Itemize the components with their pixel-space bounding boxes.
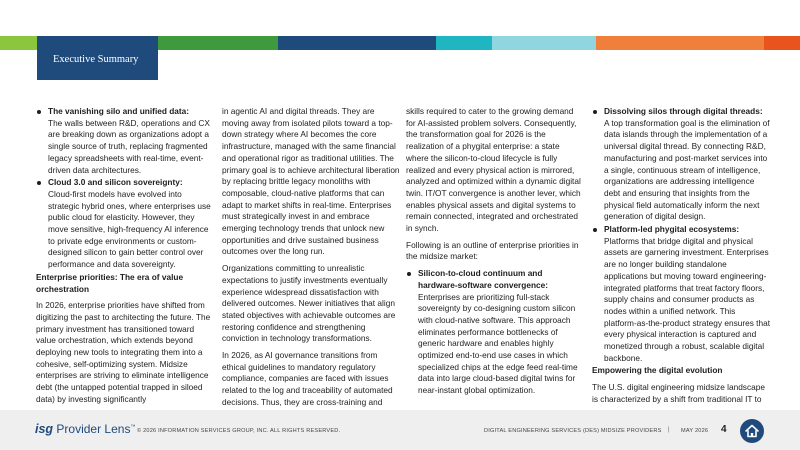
- bullet-heading: Dissolving silos through digital threads:: [604, 106, 763, 116]
- body-columns: [0, 106, 800, 406]
- logo-trademark: ™: [130, 424, 136, 430]
- bullet-heading: The vanishing silo and unified data:: [48, 106, 190, 116]
- color-bar-segment: [278, 36, 436, 50]
- bullet-heading: Cloud 3.0 and silicon sovereignty:: [48, 177, 183, 188]
- bullet-icon: [407, 272, 411, 276]
- paragraph: skills required to cater to the growing demand for AI-assisted problem solvers. Consequently, the transformation goal for 2026 is the realization of a phygital enterprise: a state where the silicon-to-cloud lifecycle is fully realized and every physical action is mirrored, analyzed and optimized within a dynamic digital twin. IT/OT convergence is another lever, which enables physical assets and digital systems to remain connected, integrated and orchestrated in synch.: [406, 106, 581, 234]
- paragraph: Following is an outline of enterprise priorities in the midsize market:: [406, 239, 579, 262]
- logo-provider-lens-text: Provider Lens: [56, 422, 131, 436]
- color-bar-segment: [0, 36, 37, 50]
- bullet-icon: [37, 181, 41, 185]
- color-bar-segment: [158, 36, 278, 50]
- list-item: [406, 268, 584, 397]
- copyright-text: © 2026 INFORMATION SERVICES GROUP, INC. ALL RIGHTS RESERVED.: [137, 428, 341, 434]
- section-heading: Empowering the digital evolution: [592, 365, 723, 376]
- bullet-heading: Platform-led phygital ecosystems:: [604, 224, 740, 235]
- page-number: 4: [721, 424, 727, 435]
- paragraph: in agentic AI and digital threads. They are moving away from isolated pilots toward a top-down strategy where AI becomes the core infrastructure, managed with the same financial and operational rigor as traditional utilities. The primary goal is to achieve architectural liberation by replacing brittle legacy monoliths with composable, cloud-native platforms that can adapt to market shifts in real-time. Enterprises must strategically invest in and embrace emerging technology trends that unlock new opportunities and drive sustained business outcomes over the long run.: [222, 106, 400, 257]
- column-1: [36, 106, 214, 411]
- column-4: [592, 106, 770, 411]
- list-item: [36, 177, 214, 271]
- publication-date: MAY 2026: [681, 428, 709, 434]
- color-bar-segment: [436, 36, 492, 50]
- footer-separator: |: [668, 427, 670, 433]
- bullet-body: The walls between R&D, operations and CX are breaking down as organizations adopt a single source of truth, replacing fragmented legacy spreadsheets with real-time, event-driven data architectures.: [48, 117, 210, 175]
- bullet-icon: [593, 110, 597, 114]
- color-bar-segment: [492, 36, 596, 50]
- footer: [0, 410, 800, 450]
- list-item: [36, 106, 214, 176]
- bullet-icon: [37, 110, 41, 114]
- paragraph: The U.S. digital engineering midsize landscape is characterized by a shift from traditional IT to: [592, 382, 765, 404]
- column-2: [222, 106, 400, 425]
- color-bar-segment: [764, 36, 800, 50]
- home-button[interactable]: [740, 419, 764, 443]
- bullet-body: Enterprises are prioritizing full-stack sovereignty by co-designing custom silicon with cloud-native software. This approach eliminates performance bottlenecks of generic hardware and enables highly optimized end-to-end use cases in which specialized chips at the edge feed real-time data into large cloud-based digital twins for near-instant global optimization.: [418, 291, 578, 396]
- column-3: [406, 106, 584, 398]
- paragraph: In 2026, as AI governance transitions from ethical guidelines to mandatory regulatory compliance, companies are faced with issues related to the log and traceability of automated decisions. Thus, they are cross-training and: [222, 350, 393, 407]
- color-bar-segment: [596, 36, 764, 50]
- paragraph: In 2026, enterprise priorities have shifted from digitizing the past to architecting the future. The primary investment has transitioned toward value orchestration, which extends beyond deploying new tools to integrating them into a cohesive, self-optimizing system. Midsize enterprises are striving to eliminate intelligence debt (the untapped potential trapped in siloed data) by investing significantly: [36, 300, 211, 404]
- paragraph: Organizations committing to unrealistic expectations to justify investments eventually experience widespread dissatisfaction with delivered outcomes. Newer initiatives that align stated objectives with achievable outcomes are restoring confidence and strengthening conviction in technology transformations.: [222, 263, 396, 344]
- section-heading: Enterprise priorities: The era of value orchestration: [36, 271, 184, 294]
- bullet-body: A top transformation goal is the elimination of data islands through the implementation of a universal digital thread. By connecting R&D, manufacturing and post-market services into a single, continuous stream of intelligence, organizations are addressing intelligence debt and ensuring that insights from the physical field automatically inform the next generation of digital design.: [604, 117, 770, 222]
- bullet-body: Cloud-first models have evolved into strategic hybrid ones, where enterprises use public cloud for elasticity. However, they move sensitive, high-frequency AI inference to private edge environments or custom-designed silicon to gain better control over performance and data sovereignty.: [48, 188, 211, 270]
- document-title: DIGITAL ENGINEERING SERVICES (DES) MIDSIZE PROVIDERS: [484, 428, 662, 434]
- section-tab-label: Executive Summary: [53, 54, 139, 65]
- isg-provider-lens-logo: [35, 422, 135, 436]
- bullet-heading: Silicon-to-cloud continuum and hardware-software convergence:: [418, 268, 549, 290]
- logo-isg-text: isg: [35, 422, 54, 436]
- home-icon: [740, 419, 764, 443]
- bullet-icon: [593, 228, 597, 232]
- bullet-body: Platforms that bridge digital and physical assets are garnering investment. Enterprises are no longer building standalone applications but moving toward engineering-integrated platforms that treat factory floors, supply chains and consumer products as nodes within a unified network. This platform-as-the-product strategy ensures that every physical interaction is captured and monetized through a robust, scalable digital backbone.: [604, 235, 771, 363]
- section-tab: [37, 36, 158, 80]
- list-item: [592, 106, 770, 223]
- list-item: [592, 224, 770, 364]
